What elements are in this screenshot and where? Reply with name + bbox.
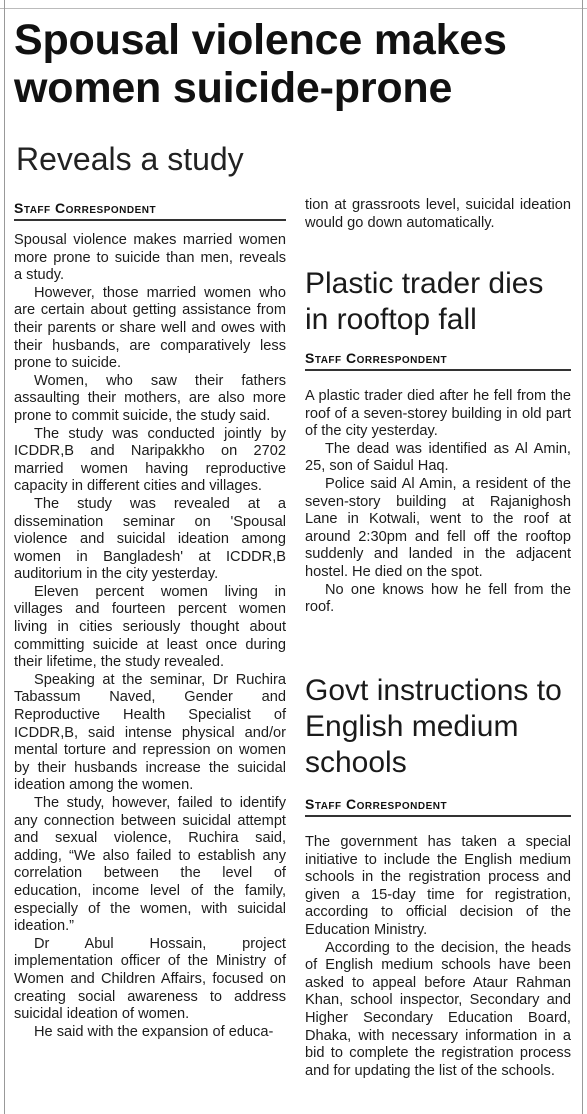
story2-headline: Plastic trader dies in rooftop fall bbox=[305, 267, 544, 336]
main-article-body bbox=[14, 232, 286, 1041]
top-rule bbox=[0, 0, 587, 9]
story3-paragraph: The government has taken a special initiative to include the English medium schools in the registration process and given a 15-day time for registration, according to official decision of the Education Ministry. bbox=[305, 834, 571, 938]
right-border bbox=[582, 0, 583, 1114]
main-article-continuation bbox=[305, 197, 571, 232]
main-headline: Spousal violence makes women suicide-prone bbox=[14, 16, 507, 112]
story3-headline: Govt instructions to English medium schools bbox=[305, 674, 562, 779]
article-paragraph: Women, who saw their fathers assaulting their mothers, are also more prone to commit suicide, the study said. bbox=[14, 372, 286, 424]
article-paragraph: He said with the expansion of educa- bbox=[34, 1023, 274, 1040]
article-continuation-text: tion at grassroots level, suicidal ideation would go down automatically. bbox=[305, 197, 571, 231]
story2-paragraph: No one knows how he fell from the roof. bbox=[305, 581, 571, 616]
main-subhead: Reveals a study bbox=[16, 141, 244, 177]
story2-body bbox=[305, 388, 571, 617]
article-paragraph: The study was revealed at a dissemination seminar on 'Spousal violence and suicidal ideation among women in Bangladesh' at ICDDR,B auditorium in the city yesterday. bbox=[14, 495, 286, 583]
story2-byline: Staff Correspondent bbox=[305, 350, 571, 371]
story2-paragraph: Police said Al Amin, a resident of the seven-story building at Rajanighosh Lane in Kotwali, went to the roof at around 2:30pm and fell off the rooftop suddenly and landed in the adjacent hostel. He died on the spot. bbox=[305, 475, 571, 580]
story3-body bbox=[305, 834, 571, 1112]
article-paragraph: The study was conducted jointly by ICDDR,B and Naripakkho on 2702 married women having reproductive capacity in different cities and villages. bbox=[14, 425, 286, 495]
left-border bbox=[4, 0, 5, 1114]
story3-paragraph: According to the decision, the heads of English medium schools have been asked to appeal before Ataur Rahman Khan, school inspector, Secondary and Higher Secondary Education Board, Dhaka, with necessary information in a bid to complete the registration process and for updating the list of the schools. bbox=[305, 939, 571, 1079]
article-paragraph: The study, however, failed to identify any connection between suicidal attempt and sexual violence, Ruchira said, adding, “We also failed to establish any correlation between the level of education, income level of the family, especially of the women, with suicidal ideation.” bbox=[14, 795, 286, 935]
story2-paragraph: The dead was identified as Al Amin, 25, son of Saidul Haq. bbox=[305, 440, 571, 475]
story2-paragraph: A plastic trader died after he fell from the roof of a seven-storey building in old part of the city yesterday. bbox=[305, 388, 571, 440]
article-paragraph: Eleven percent women living in villages and fourteen percent women living in cities seriously thought about committing suicide at least once during their lifetime, the study revealed. bbox=[14, 583, 286, 671]
article-paragraph: However, those married women who are certain about getting assistance from their parents or share well and owes with their husbands, are comparatively less prone to suicide. bbox=[14, 284, 286, 372]
story3-byline: Staff Correspondent bbox=[305, 796, 571, 817]
main-byline: Staff Correspondent bbox=[14, 200, 286, 221]
article-paragraph: Speaking at the seminar, Dr Ruchira Tabassum Naved, Gender and Reproductive Health Specialist of ICDDR,B, said intense physical and/or mental torture and repression on women by their husbands increase the suicidal ideation among the women. bbox=[14, 671, 286, 794]
article-paragraph: Spousal violence makes married women more prone to suicide than men, reveals a study. bbox=[14, 232, 286, 284]
article-paragraph: Dr Abul Hossain, project implementation officer of the Ministry of Women and Children Affairs, focused on creating social awareness to address suicidal ideation of women. bbox=[14, 935, 286, 1023]
